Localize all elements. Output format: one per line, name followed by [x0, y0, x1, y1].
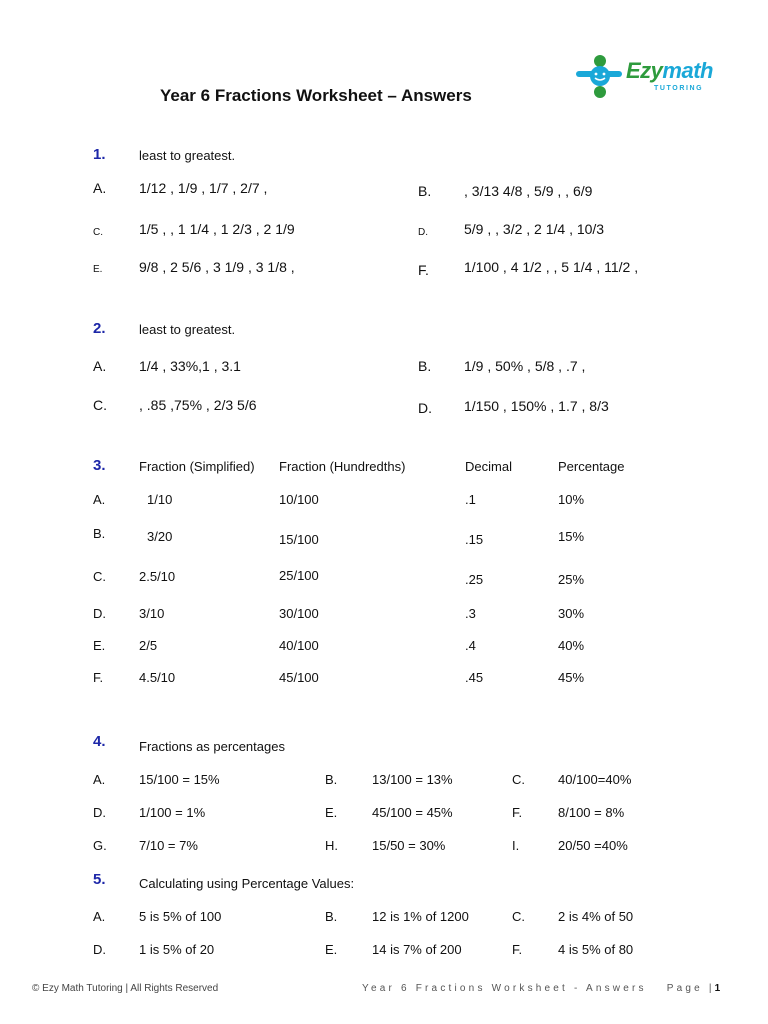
- q4-answer: 1/100 = 1%: [139, 805, 206, 820]
- q5-answer: 12 is 1% of 1200: [372, 909, 469, 924]
- q1-a-letter: A.: [93, 180, 107, 196]
- q3-number: 3.: [93, 457, 106, 474]
- q4-letter: D.: [93, 805, 106, 820]
- q4-number: 4.: [93, 733, 106, 750]
- q3-simplified-cell: 4.5/10: [139, 670, 176, 685]
- q1-a-answer: 1/12 , 1/9 , 1/7 , 2/7 ,: [139, 180, 268, 196]
- q5-letter: F.: [512, 942, 523, 957]
- q4-letter: G.: [93, 838, 107, 853]
- q2-number: 2.: [93, 320, 106, 337]
- q5-answer: 4 is 5% of 80: [558, 942, 634, 957]
- q3-hundredths-cell: 45/100: [279, 670, 319, 685]
- q5-label: Calculating using Percentage Values:: [139, 876, 355, 891]
- logo-brand-ezy: Ezy: [626, 58, 663, 83]
- q3-hundredths-cell: 10/100: [279, 492, 319, 507]
- q3-percentage-cell: 25%: [558, 572, 585, 587]
- q5-answer: 1 is 5% of 20: [139, 942, 215, 957]
- q4-answer: 40/100=40%: [558, 772, 632, 787]
- q3-row-letter: A.: [93, 492, 106, 507]
- q3-hundredths-cell: 15/100: [279, 532, 319, 547]
- logo-wordmark: [626, 58, 713, 84]
- q3-hundredths-cell: 30/100: [279, 606, 319, 621]
- q4-letter: H.: [325, 838, 338, 853]
- q3-hundredths-cell: 25/100: [279, 568, 319, 583]
- q3-header-simplified: Fraction (Simplified): [139, 459, 255, 474]
- q1-f-letter: F.: [418, 262, 429, 278]
- q3-simplified-cell: 3/10: [139, 606, 165, 621]
- q4-letter: I.: [512, 838, 520, 853]
- q3-row-letter: F.: [93, 670, 104, 685]
- q2-b-letter: B.: [418, 358, 432, 374]
- q2-a-answer: 1/4 , 33%,1 , 3.1: [139, 358, 241, 374]
- q3-simplified-cell: 3/20: [147, 529, 173, 544]
- q1-number: 1.: [93, 146, 106, 163]
- q3-percentage-cell: 10%: [558, 492, 585, 507]
- q3-simplified-cell: 1/10: [147, 492, 173, 507]
- q5-number: 5.: [93, 871, 106, 888]
- q3-percentage-cell: 15%: [558, 529, 585, 544]
- q2-a-letter: A.: [93, 358, 107, 374]
- q2-c-letter: C.: [93, 397, 107, 413]
- q4-letter: B.: [325, 772, 338, 787]
- q3-row-letter: D.: [93, 606, 106, 621]
- q4-answer: 8/100 = 8%: [558, 805, 625, 820]
- q4-answer: 7/10 = 7%: [139, 838, 198, 853]
- q4-label: Fractions as percentages: [139, 739, 285, 754]
- page-title: Year 6 Fractions Worksheet – Answers: [160, 86, 472, 105]
- q1-e-answer: 9/8 , 2 5/6 , 3 1/9 , 3 1/8 ,: [139, 259, 295, 275]
- footer-doc-title: [362, 983, 723, 994]
- q5-letter: A.: [93, 909, 106, 924]
- q3-header-percentage: Percentage: [558, 459, 625, 474]
- q5-answer: 5 is 5% of 100: [139, 909, 222, 924]
- q4-letter: E.: [325, 805, 338, 820]
- q3-row-letter: B.: [93, 526, 106, 541]
- q3-header-decimal: Decimal: [465, 459, 512, 474]
- q1-c-answer: 1/5 , , 1 1/4 , 1 2/3 , 2 1/9: [139, 221, 295, 237]
- q1-f-answer: 1/100 , 4 1/2 , , 5 1/4 , 11/2 ,: [464, 259, 639, 275]
- q4-answer: 20/50 =40%: [558, 838, 628, 853]
- q5-letter: D.: [93, 942, 106, 957]
- q3-decimal-cell: .25: [465, 572, 484, 587]
- q4-answer: 13/100 = 13%: [372, 772, 453, 787]
- q5-letter: C.: [512, 909, 525, 924]
- q1-b-letter: B.: [418, 183, 432, 199]
- footer-page-number: 1: [714, 983, 724, 994]
- q3-simplified-cell: 2/5: [139, 638, 158, 653]
- logo-brand-math: math: [662, 58, 713, 83]
- q3-percentage-cell: 45%: [558, 670, 585, 685]
- q3-row-letter: C.: [93, 569, 106, 584]
- q3-decimal-cell: .15: [465, 532, 484, 547]
- logo-subtitle: TUTORING: [654, 85, 704, 92]
- q2-d-letter: D.: [418, 400, 432, 416]
- q1-e-letter: E.: [93, 264, 103, 275]
- q4-answer: 15/100 = 15%: [139, 772, 220, 787]
- q3-row-letter: E.: [93, 638, 106, 653]
- q1-c-letter: C.: [93, 227, 103, 238]
- q4-answer: 45/100 = 45%: [372, 805, 453, 820]
- q4-answer: 15/50 = 30%: [372, 838, 446, 853]
- q3-decimal-cell: .4: [465, 638, 476, 653]
- q3-percentage-cell: 30%: [558, 606, 585, 621]
- q2-d-answer: 1/150 , 150% , 1.7 , 8/3: [464, 398, 609, 414]
- q5-answer: 2 is 4% of 50: [558, 909, 634, 924]
- q3-header-hundredths: Fraction (Hundredths): [279, 459, 406, 474]
- q3-decimal-cell: .45: [465, 670, 484, 685]
- q3-percentage-cell: 40%: [558, 638, 585, 653]
- q1-b-answer: , 3/13 4/8 , 5/9 , , 6/9: [464, 183, 593, 199]
- q1-d-answer: 5/9 , , 3/2 , 2 1/4 , 10/3: [464, 221, 605, 237]
- q4-letter: F.: [512, 805, 523, 820]
- q5-letter: E.: [325, 942, 338, 957]
- q2-c-answer: , .85 ,75% , 2/3 5/6: [139, 397, 257, 413]
- footer-doc-name: Year 6 Fractions Worksheet - Answers: [362, 983, 647, 994]
- q4-letter: A.: [93, 772, 106, 787]
- q2-b-answer: 1/9 , 50% , 5/8 , .7 ,: [464, 358, 586, 374]
- q3-simplified-cell: 2.5/10: [139, 569, 176, 584]
- footer-page-label: Page |: [666, 983, 715, 994]
- q4-letter: C.: [512, 772, 525, 787]
- q5-answer: 14 is 7% of 200: [372, 942, 462, 957]
- q3-hundredths-cell: 40/100: [279, 638, 319, 653]
- q2-label: least to greatest.: [139, 322, 236, 337]
- ezymath-logo: [574, 54, 724, 100]
- q1-d-letter: D.: [418, 227, 428, 238]
- q5-letter: B.: [325, 909, 338, 924]
- q3-decimal-cell: .3: [465, 606, 476, 621]
- q1-label: least to greatest.: [139, 148, 236, 163]
- logo-mascot-icon: [574, 54, 634, 100]
- footer-copyright: © Ezy Math Tutoring | All Rights Reserved: [32, 983, 219, 994]
- q3-decimal-cell: .1: [465, 492, 476, 507]
